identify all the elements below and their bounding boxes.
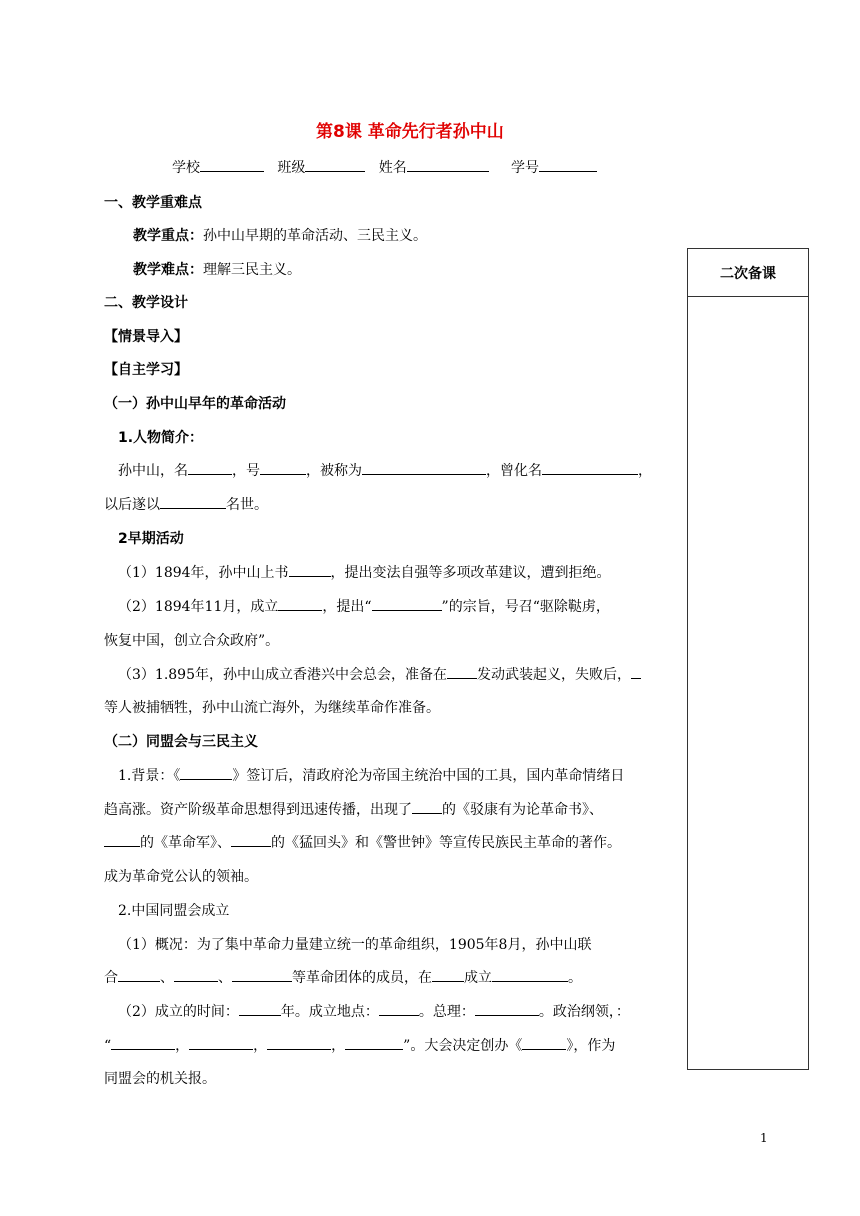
text: 的《驳康有为论革命书》、: [442, 802, 603, 818]
difficulty-line: [133, 259, 301, 279]
blank-program-3: [267, 1035, 331, 1050]
text: ，曾化名: [486, 463, 542, 479]
early-heading: 2早期活动: [118, 531, 184, 547]
difficulty-text: 理解三民主义。: [203, 262, 301, 278]
text: ”的宗旨，号召“驱除鞑虏，: [441, 599, 610, 615]
part1-heading: （一）孙中山早年的革命活动: [104, 396, 286, 412]
page-title: 第8课 革命先行者孙中山: [316, 122, 504, 142]
blank-newspaper: [522, 1035, 566, 1050]
blank-program-2: [189, 1035, 253, 1050]
background-line-1: [118, 765, 624, 785]
name-label: 姓名: [378, 160, 407, 176]
key-point-line: [133, 225, 427, 245]
blank-leader: [475, 1001, 539, 1016]
secondary-prep-heading: 二次备课: [688, 249, 808, 297]
background-line-3: [104, 832, 621, 852]
text: ，: [253, 1038, 268, 1054]
text: 趋高涨。资产阶级革命思想得到迅速传播，出现了: [104, 802, 412, 818]
founding-heading: 2.中国同盟会成立: [118, 903, 230, 919]
blank-author-2: [104, 832, 140, 847]
blank-organization: [278, 596, 322, 611]
text: 》，作为: [566, 1038, 616, 1054]
text: （1）1894年，孙中山上书: [118, 565, 289, 581]
section-heading-1: 一、教学重难点: [104, 195, 202, 211]
founding-item-1: （1）概况：为了集中革命力量建立统一的革命组织，1905年8月，孙中山联: [118, 937, 592, 953]
secondary-prep-box: [687, 248, 809, 1070]
blank-year: [239, 1001, 281, 1016]
blank-courtesy-name: [260, 460, 306, 475]
blank-group-1: [118, 967, 160, 982]
blank-person: [631, 664, 641, 679]
text: （3）1.895年，孙中山成立香港兴中会总会，准备在: [118, 667, 447, 683]
text: （2）成立的时间：: [118, 1004, 239, 1020]
blank-org-name: [492, 967, 568, 982]
blank-called: [362, 460, 486, 475]
self-study-heading: 【自主学习】: [104, 362, 188, 378]
founding-item-2b: [104, 1035, 615, 1055]
student-info-line: [172, 157, 597, 177]
key-point-label: 教学重点：: [133, 228, 203, 244]
blank-program-4: [345, 1035, 403, 1050]
bio-heading: 1.人物简介：: [118, 430, 204, 446]
class-blank: [305, 157, 365, 172]
blank-known-as: [160, 494, 226, 509]
part2-heading: （二）同盟会与三民主义: [104, 734, 258, 750]
text: 合: [104, 970, 118, 986]
blank-group-2: [174, 967, 218, 982]
blank-location: [379, 1001, 419, 1016]
bio-line-2: [104, 494, 268, 514]
text: 名世。: [226, 497, 268, 513]
blank-treaty: [180, 765, 232, 780]
number-label: 学号: [510, 160, 539, 176]
blank-given-name: [188, 460, 232, 475]
text: 。: [568, 970, 582, 986]
blank-alias: [542, 460, 638, 475]
blank-aim: [372, 596, 442, 611]
key-point-text: 孙中山早期的革命活动、三民主义。: [203, 228, 427, 244]
class-label: 班级: [277, 160, 306, 176]
text: ，: [638, 463, 652, 479]
background-line-4: 成为革命党公认的领袖。: [104, 869, 258, 885]
blank-program-1: [111, 1035, 175, 1050]
text: 孙中山，名: [118, 463, 188, 479]
blank-author-3: [231, 832, 271, 847]
text: 等革命团体的成员，在: [292, 970, 432, 986]
blank-group-3: [232, 967, 292, 982]
blank-place: [447, 664, 477, 679]
text: 》签订后，清政府沦为帝国主统治中国的工具，国内革命情绪日: [232, 768, 625, 784]
text: 以后遂以: [104, 497, 160, 513]
text: （2）1894年11月，成立: [118, 599, 279, 615]
early-item-1: [118, 562, 611, 582]
text: 的《革命军》、: [140, 835, 231, 851]
text: ，提出变法自强等多项改革建议，遭到拒绝。: [330, 565, 611, 581]
text: ，: [331, 1038, 346, 1054]
blank-author-1: [412, 799, 442, 814]
early-item-2b: 恢复中国，创立合众政府”。: [104, 633, 280, 649]
section-heading-2: 二、教学设计: [104, 295, 188, 311]
name-blank: [407, 157, 489, 172]
founding-item-1b: [104, 967, 582, 987]
text: ，: [175, 1038, 190, 1054]
text: 。政治纲领，：: [538, 1004, 630, 1020]
text: 、: [218, 970, 232, 986]
number-blank: [539, 157, 597, 172]
text: “: [104, 1038, 112, 1054]
early-item-3b: 等人被捕牺牲，孙中山流亡海外，为继续革命作准备。: [104, 700, 440, 716]
text: 、: [160, 970, 174, 986]
founding-item-2: [118, 1001, 630, 1021]
text: 年。成立地点：: [280, 1004, 379, 1020]
school-blank: [200, 157, 264, 172]
early-item-2: [118, 596, 610, 616]
text: ，提出“: [322, 599, 372, 615]
text: 成立: [464, 970, 492, 986]
bio-line-1: [118, 460, 652, 480]
blank-city: [432, 967, 464, 982]
text: 1.背景：《: [118, 768, 181, 784]
text: ”。大会决定创办《: [403, 1038, 523, 1054]
school-label: 学校: [172, 160, 200, 176]
text: ，被称为: [306, 463, 362, 479]
background-line-2: [104, 799, 603, 819]
blank-petition: [289, 562, 331, 577]
page-number: 1: [760, 1131, 768, 1145]
text: 。总理：: [418, 1004, 475, 1020]
text: 的《猛回头》和《警世钟》等宣传民族民主革命的著作。: [271, 835, 621, 851]
text: 发动武装起义，失败后，: [477, 667, 631, 683]
founding-item-2c: 同盟会的机关报。: [104, 1071, 216, 1087]
difficulty-label: 教学难点：: [133, 262, 203, 278]
intro-heading: 【情景导入】: [104, 329, 188, 345]
early-item-3: [118, 664, 641, 684]
text: ，号: [232, 463, 260, 479]
